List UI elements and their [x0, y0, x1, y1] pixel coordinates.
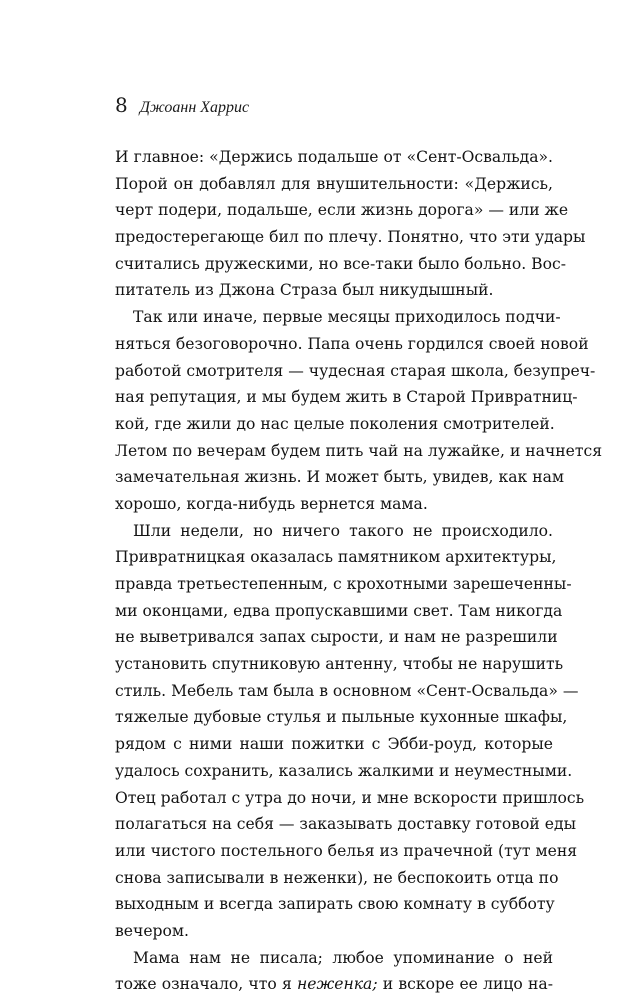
text-line: считались дружескими, но все-таки было больно. Вос- — [115, 254, 567, 273]
text-run: и вскоре ее лицо на- — [377, 975, 553, 994]
emphasis-word: неженка; — [297, 975, 378, 994]
text-line: установить спутниковую антенну, чтобы не нарушить — [115, 655, 564, 674]
text-line: стиль. Мебель там была в основном «Сент-Освальда» — — [115, 681, 579, 700]
text-line: правда третьестепенным, с крохотными зарешеченны- — [115, 575, 572, 593]
text-line: кой, где жили до нас целые поколения смотрителей. — [115, 414, 555, 433]
paragraph-end-line: питатель из Джона Страза был никудышный. — [115, 281, 494, 300]
text-line: черт подери, подальше, если жизнь дорога» — или же — [115, 201, 569, 220]
text-line: рядом с ними наши пожитки с Эбби-роуд, которые — [115, 735, 553, 754]
body-text — [115, 144, 603, 998]
page-number: 8 — [115, 93, 128, 117]
text-line: или чистого постельного белья из прачечной (тут меня — [115, 841, 578, 860]
text-line: Привратницкая оказалась памятником архитектуры, — [115, 548, 557, 567]
text-line: полагаться на себя — заказывать доставку готовой еды — [115, 815, 576, 834]
text-line: няться безоговорочно. Папа очень гордился своей новой — [115, 334, 589, 353]
text-line-with-emphasis — [115, 971, 553, 998]
text-run: тоже означало, что я — [115, 975, 297, 994]
text-line: тяжелые дубовые стулья и пыльные кухонные шкафы, — [115, 708, 568, 727]
text-line: удалось сохранить, казались жалкими и неуместными. — [115, 761, 573, 780]
paragraph-end-line: вечером. — [115, 921, 190, 940]
paragraph-start-line: Так или иначе, первые месяцы приходилось подчи- — [133, 308, 561, 327]
running-title: Джоанн Харрис — [139, 99, 250, 116]
text-line: Отец работал с утра до ночи, и мне вскорости пришлось — [115, 788, 585, 807]
paragraph-start-line: Мама нам не писала; любое упоминание о ней — [133, 948, 553, 967]
text-line: Летом по вечерам будем пить чай на лужайке, и начнется — [115, 441, 603, 460]
paragraph-start-line: Шли недели, но ничего такого не происходило. — [133, 521, 553, 540]
text-line: не выветривался запах сырости, и нам не разрешили — [115, 628, 558, 647]
text-line: Порой он добавлял для внушительности: «Держись, — [115, 174, 553, 193]
text-line: И главное: «Держись подальше от «Сент-Освальда». — [115, 148, 553, 166]
text-line: ная репутация, и мы будем жить в Старой Привратниц- — [115, 388, 578, 407]
running-head — [115, 93, 249, 119]
text-line: снова записывали в неженки), не беспокоить отца по — [115, 868, 559, 887]
text-line: замечательная жизнь. И может быть, увидев, как нам — [115, 468, 565, 487]
text-line: работой смотрителя — чудесная старая школа, безупреч- — [115, 361, 596, 380]
text-line: предостерегающе бил по плечу. Понятно, что эти удары — [115, 228, 586, 247]
text-line: выходным и всегда запирать свою комнату в субботу — [115, 895, 555, 914]
text-line: ми оконцами, едва пропускавшими свет. Там никогда — [115, 601, 563, 620]
paragraph-end-line: хорошо, когда-нибудь вернется мама. — [115, 494, 428, 513]
